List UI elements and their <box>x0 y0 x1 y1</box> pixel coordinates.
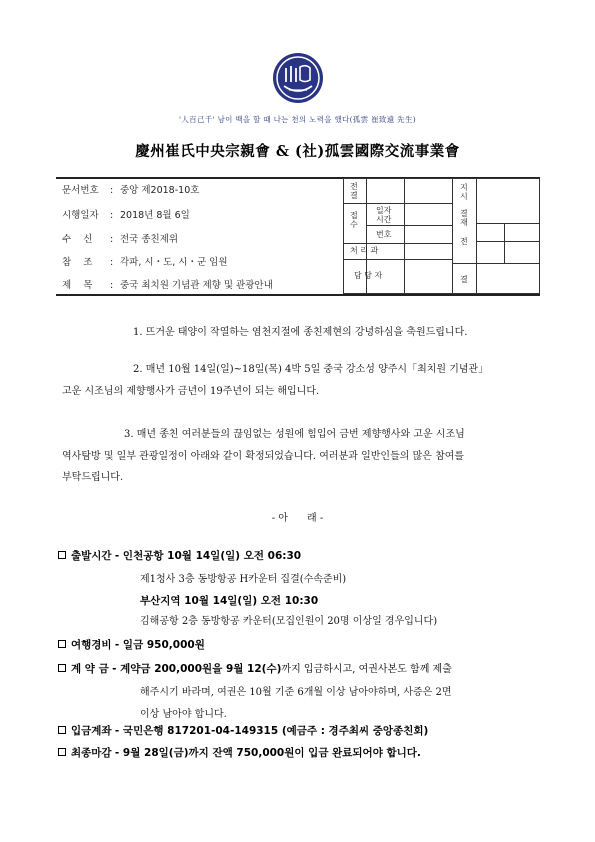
deposit-label: 계 약 금 <box>71 663 109 675</box>
subject-label: 제 목 <box>62 280 93 291</box>
instruction-label: 지시 <box>460 183 468 201</box>
jeobsu-label: 접수 <box>350 211 358 229</box>
doc-number-label: 문서번호 <box>62 185 99 196</box>
account-item <box>58 723 428 738</box>
busan-text: 부산지역 10월 14일(일) 오전 10:30 <box>140 595 319 607</box>
deposit-line-3: 이상 남아야 합니다. <box>140 709 227 720</box>
departure-sub: 제1청사 3층 동방항공 H카운터 집결(수속준비) <box>140 574 347 585</box>
date-value: 2018년 8월 6일 <box>120 210 190 221</box>
processing-dept-label: 처 리 과 <box>350 246 379 255</box>
date-label: 시행일자 <box>62 210 99 221</box>
document-title: 慶州崔氏中央宗親會 & (社)孤雲國際交流事業會 <box>135 143 460 160</box>
doc-number-row: 문서번호 : 중앙 제2018-10호 <box>62 182 199 196</box>
checkbox-square-icon <box>58 748 66 756</box>
paragraph-2-line-2: 고운 시조님의 제향행사가 금년이 19주년이 되는 해입니다. <box>62 386 320 397</box>
departure-item <box>58 548 301 563</box>
approval-grid <box>343 178 540 294</box>
paragraph-3-line-2: 역사탐방 및 일부 관광일정이 아래와 같이 확정되었습니다. 여러분과 일반인들의 많은 참여를 <box>62 451 465 462</box>
deposit-item <box>58 660 452 676</box>
deposit-value-bold: - 계약금 200,000원을 9월 12(수) <box>112 663 282 675</box>
deadline-label: 최종마감 <box>71 747 112 759</box>
recipient-value: 전국 종친제위 <box>120 234 179 245</box>
deadline-item <box>58 745 421 760</box>
cost-label: 여행경비 <box>71 639 112 651</box>
date-row: 시행일자 : 2018년 8월 6일 <box>62 207 190 221</box>
slogan: '人百己千' 남이 백을 할 때 나는 천의 노력을 했다(孤雲 崔致遠 先生) <box>179 115 416 124</box>
number-label: 번호 <box>376 230 392 239</box>
approval-label: 결재 <box>460 209 468 227</box>
cost-item <box>58 637 205 652</box>
checkbox-square-icon <box>58 726 66 734</box>
departure-value: - 인천공항 10월 14일(일) 오전 06:30 <box>114 550 302 562</box>
busan-value <box>140 593 318 608</box>
jeon-label: 전 <box>460 237 468 246</box>
account-label: 입금계좌 <box>71 725 112 737</box>
gyeol-label: 결 <box>460 275 468 284</box>
deposit-value-rest: 까지 입금하시고, 여권사본도 함께 제출 <box>281 664 452 675</box>
paragraph-3-line-3: 부탁드립니다. <box>62 472 124 483</box>
deadline-value: - 9월 28일(금)까지 잔액 750,000원이 입금 완료되어야 합니다. <box>114 747 421 759</box>
emblem-seal-icon <box>272 52 324 104</box>
arae-heading: - 아 래 - <box>271 513 324 524</box>
checkbox-square-icon <box>58 664 66 672</box>
doc-number-value: 중앙 제2018-10호 <box>120 185 200 196</box>
checkbox-square-icon <box>58 551 66 559</box>
cost-value: - 일금 950,000원 <box>114 639 205 651</box>
reference-value: 각파, 시・도, 시・군 임원 <box>120 257 228 268</box>
paragraph-3-line-1: 3. 매년 종친 여러분들의 끊임없는 성원에 힘입어 금번 제향행사와 고운 시조님 <box>124 429 465 440</box>
subject-row: 제 목 : 중국 최치원 기념관 제향 및 관광안내 <box>62 277 273 291</box>
recipient-row: 수 신 : 전국 종친제위 <box>62 231 178 245</box>
header-bottom-rule <box>56 294 540 296</box>
paragraph-2-line-1: 2. 매년 10월 14일(일)~18일(목) 4박 5일 중국 강소성 양주시「최치원 기념관」 <box>133 364 489 375</box>
paragraph-1: 1. 뜨거운 태양이 작열하는 염천지절에 종친제현의 강녕하심을 축원드립니다. <box>133 327 468 338</box>
busan-sub: 김해공항 2층 동방항공 카운터(모집인원이 20명 이상일 경우입니다) <box>140 616 438 627</box>
account-value: - 국민은행 817201-04-149315 (예금주 : 경주최씨 중앙종친회) <box>114 725 429 737</box>
recipient-label: 수 신 <box>62 234 93 245</box>
reference-label: 참 조 <box>62 257 93 268</box>
deposit-line-2: 해주시기 바라며, 여권은 10월 기준 6개월 이상 남아야하며, 사증은 2면 <box>140 687 452 698</box>
person-in-charge-label: 담 당 자 <box>354 271 383 280</box>
reference-row: 참 조 : 각파, 시・도, 시・군 임원 <box>62 254 228 268</box>
datetime-label: 일자 시간 <box>376 206 392 224</box>
subject-value: 중국 최치원 기념관 제향 및 관광안내 <box>120 280 273 291</box>
departure-label: 출발시간 <box>71 550 112 562</box>
checkbox-square-icon <box>58 640 66 648</box>
jeongyeol-label: 전결 <box>350 182 358 200</box>
